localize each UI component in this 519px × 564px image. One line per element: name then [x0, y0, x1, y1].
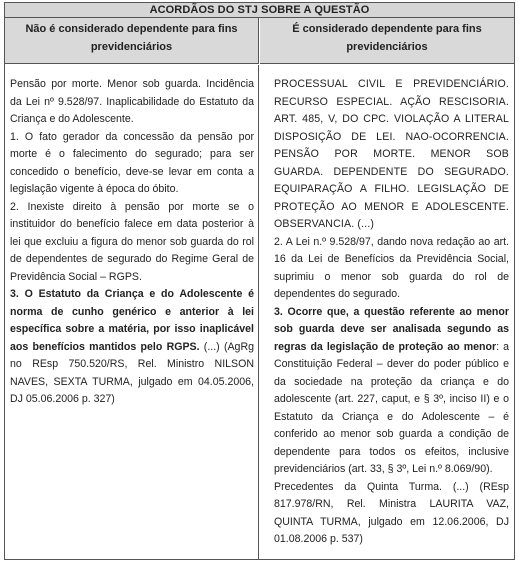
- right-paragraph-2: 2. A Lei n.º 9.528/97, dando nova redação ao art. 16 da Lei de Benefícios da Previdência Social, suprimiu o menor sob guarda do rol de dependentes do segurado.: [274, 235, 509, 300]
- left-paragraph-1: 1. O fato gerador da concessão da pensão por morte é o falecimento do segurado; para ser concedido o benefício, deve-se levar em conta a legislação vigente à época do óbito.: [10, 130, 254, 195]
- right-column-cell: [260, 65, 514, 559]
- right-precedents-paragraph: Precedentes da Quinta Turma. (...) (REsp 817.978/RN, Rel. Ministra LAURITA VAZ, QUINTA TURMA, julgado em 12.06.2006, DJ 01.08.2006 p. 537): [274, 480, 509, 545]
- left-column-cell: [5, 65, 259, 559]
- right-paragraph-3: [274, 304, 509, 479]
- right-header-line-1: É considerado dependente para fins: [292, 23, 482, 35]
- table-title: ACORDÃOS DO STJ SOBRE A QUESTÃO: [5, 3, 514, 18]
- left-column-header: [5, 18, 259, 64]
- right-summary-paragraph: PROCESSUAL CIVIL E PREVIDENCIÁRIO. RECURSO ESPECIAL. AÇÃO RESCISORIA. ART. 485, V, DO CPC. VIOLAÇÃO A LITERAL DISPOSIÇÃO DE LEI. NAO-OCORRENCIA. PENSÃO POR MORTE. MENOR SOB GUARDA. DEPENDENTE DO SEGURADO. EQUIPARAÇÃO A FILHO. LEGISLAÇÃO DE PROTEÇÃO AO MENOR E ADOLESCENTE. OBSERVANCIA. (...): [274, 78, 509, 230]
- right-column-header: [260, 18, 514, 64]
- left-paragraph-2: 2. Inexiste direito à pensão por morte se o instituidor do benefício falece em data posterior à lei que excluiu a figura do menor sob guarda do rol de dependentes de segurado do Regime Geral de Previdência Social – RGPS.: [10, 200, 254, 283]
- left-header-line-2: previdenciários: [90, 41, 173, 53]
- left-header-line-1: Não é considerado dependente para fins: [25, 23, 238, 35]
- rulings-table: [4, 2, 515, 560]
- left-paragraph-3-bold: 3. O Estatuto da Criança e do Adolescente é norma de cunho genérico e anterior à lei específica sobre a matéria, por isso inaplicável aos benefícios mantidos pelo RGPS.: [10, 288, 254, 353]
- left-summary-paragraph: Pensão por morte. Menor sob guarda. Incidência da Lei nº 9.528/97. Inaplicabilidade do Estatuto da Criança e do Adolescente.: [10, 78, 254, 125]
- right-paragraph-3-rest: : a Constituição Federal – dever do poder público e da sociedade na proteção da criança e do adolescente (art. 227, caput, e § 3º, inciso II) e o Estatuto da Criança e do Adolescente – é conferido ao menor sob guarda a condição de dependente para todos os efeitos, inclusive previdenciários (art. 33, § 3º, Lei n.º 8.069/90).: [274, 340, 509, 475]
- right-header-line-2: previdenciários: [346, 41, 428, 53]
- left-paragraph-3: [10, 286, 254, 409]
- left-paragraph-3-citation: (...) (AgRg no REsp 750.520/RS, Rel. Ministro NILSON NAVES, SEXTA TURMA, julgado em 04.05.2006, DJ 05.06.2006 p. 327): [10, 340, 254, 405]
- right-paragraph-3-bold: 3. Ocorre que, a questão referente ao menor sob guarda deve ser analisada segundo as regras da legislação de proteção ao menor: [274, 305, 509, 353]
